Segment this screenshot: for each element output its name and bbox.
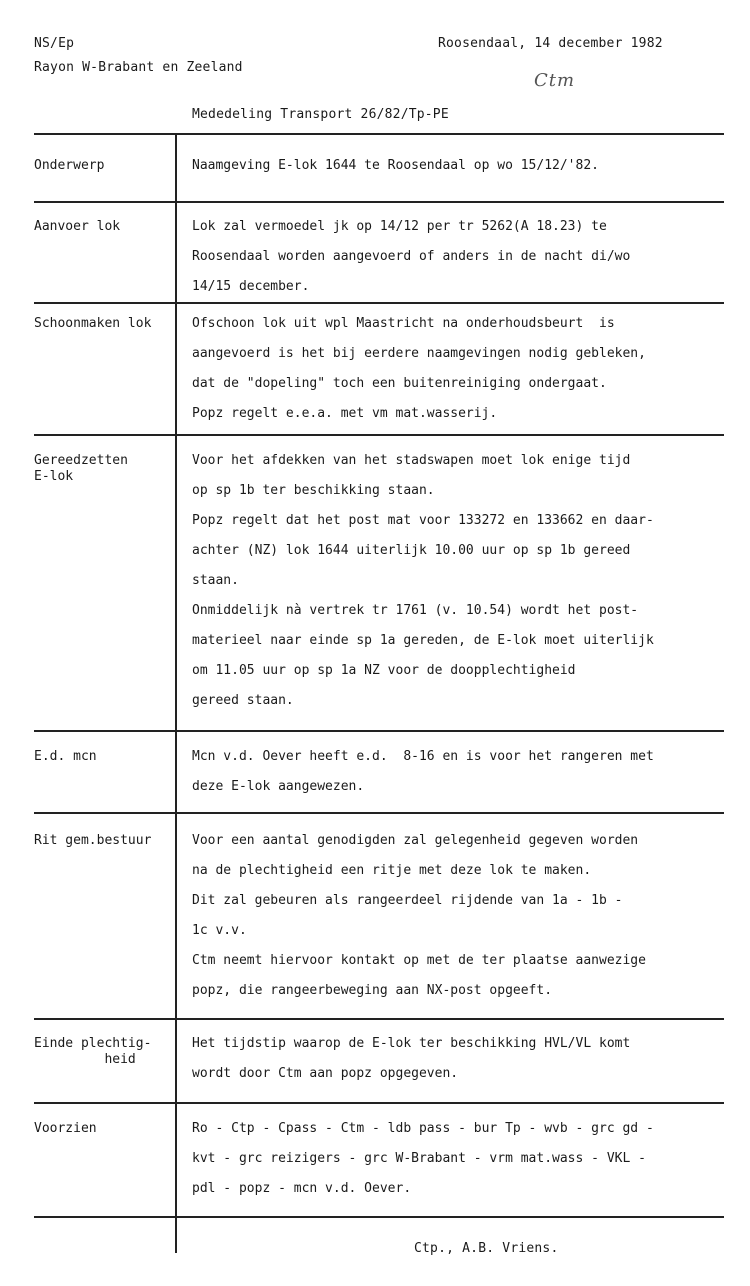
row-content (192, 1036, 722, 1096)
content-line: popz, die rangeerbeweging aan NX-post opgeeft. (192, 983, 553, 998)
content-line: Popz regelt e.e.a. met vm mat.wasserij. (192, 406, 498, 421)
row-label: Einde plechtig- heid (34, 1036, 152, 1067)
content-line: Popz regelt dat het post mat voor 133272 en 133662 en daar- (192, 513, 654, 528)
content-line: deze E-lok aangewezen. (192, 779, 365, 794)
content-line: gereed staan. (192, 693, 294, 708)
row-content (192, 316, 722, 436)
row-label: Gereedzetten E-lok (34, 453, 128, 484)
content-line: pdl - popz - mcn v.d. Oever. (192, 1181, 412, 1196)
row-label: Schoonmaken lok (34, 316, 152, 331)
row-divider (34, 1018, 724, 1020)
row-content (192, 833, 722, 1013)
content-line: staan. (192, 573, 239, 588)
content-line: materieel naar einde sp 1a gereden, de E-lok moet uiterlijk (192, 633, 654, 648)
row-divider (34, 201, 724, 203)
content-line: na de plechtigheid een ritje met deze lok te maken. (192, 863, 592, 878)
org-code: NS/Ep (34, 36, 75, 51)
row-content (192, 1121, 722, 1211)
table-top-rule (34, 133, 724, 135)
content-line: Ctm neemt hiervoor kontakt op met de ter plaatse aanwezige (192, 953, 646, 968)
content-line: 1c v.v. (192, 923, 247, 938)
content-line: Mcn v.d. Oever heeft e.d. 8-16 en is voor het rangeren met (192, 749, 654, 764)
row-divider (34, 1102, 724, 1104)
content-line: dat de "dopeling" toch een buitenreiniging ondergaat. (192, 376, 607, 391)
content-line: Roosendaal worden aangevoerd of anders in de nacht di/wo (192, 249, 631, 264)
place-date: Roosendaal, 14 december 1982 (438, 36, 663, 51)
content-line: om 11.05 uur op sp 1a NZ voor de doopplechtigheid (192, 663, 576, 678)
handwritten-note: Ctm (534, 70, 576, 91)
row-content (192, 219, 722, 309)
column-divider (175, 133, 177, 1253)
content-line: op sp 1b ter beschikking staan. (192, 483, 435, 498)
content-line: Dit zal gebeuren als rangeerdeel rijdende van 1a - 1b - (192, 893, 623, 908)
row-divider (34, 730, 724, 732)
memo-reference: Mededeling Transport 26/82/Tp-PE (192, 107, 449, 122)
content-line: Naamgeving E-lok 1644 te Roosendaal op wo 15/12/'82. (192, 158, 599, 173)
content-line: Onmiddelijk nà vertrek tr 1761 (v. 10.54) wordt het post- (192, 603, 639, 618)
content-line: Lok zal vermoedel jk op 14/12 per tr 5262(A 18.23) te (192, 219, 607, 234)
content-line: aangevoerd is het bij eerdere naamgevingen nodig gebleken, (192, 346, 646, 361)
content-line: kvt - grc reizigers - grc W-Brabant - vrm mat.wass - VKL - (192, 1151, 646, 1166)
row-content (192, 158, 722, 188)
row-label: E.d. mcn (34, 749, 97, 764)
content-line: 14/15 december. (192, 279, 310, 294)
row-label: Onderwerp (34, 158, 105, 173)
row-label: Aanvoer lok (34, 219, 121, 234)
signature: Ctp., A.B. Vriens. (414, 1241, 559, 1256)
row-content (192, 749, 722, 809)
row-content (192, 453, 722, 723)
row-divider (34, 812, 724, 814)
content-line: Het tijdstip waarop de E-lok ter beschikking HVL/VL komt (192, 1036, 631, 1051)
content-line: Ro - Ctp - Cpass - Ctm - ldb pass - bur Tp - wvb - grc gd - (192, 1121, 654, 1136)
content-line: Voor een aantal genodigden zal gelegenheid gegeven worden (192, 833, 639, 848)
content-line: achter (NZ) lok 1644 uiterlijk 10.00 uur op sp 1b gereed (192, 543, 631, 558)
row-label: Rit gem.bestuur (34, 833, 152, 848)
content-line: wordt door Ctm aan popz opgegeven. (192, 1066, 459, 1081)
region: Rayon W-Brabant en Zeeland (34, 60, 243, 75)
row-label: Voorzien (34, 1121, 97, 1136)
content-line: Ofschoon lok uit wpl Maastricht na onderhoudsbeurt is (192, 316, 615, 331)
content-line: Voor het afdekken van het stadswapen moet lok enige tijd (192, 453, 631, 468)
table-bottom-rule (34, 1216, 724, 1218)
